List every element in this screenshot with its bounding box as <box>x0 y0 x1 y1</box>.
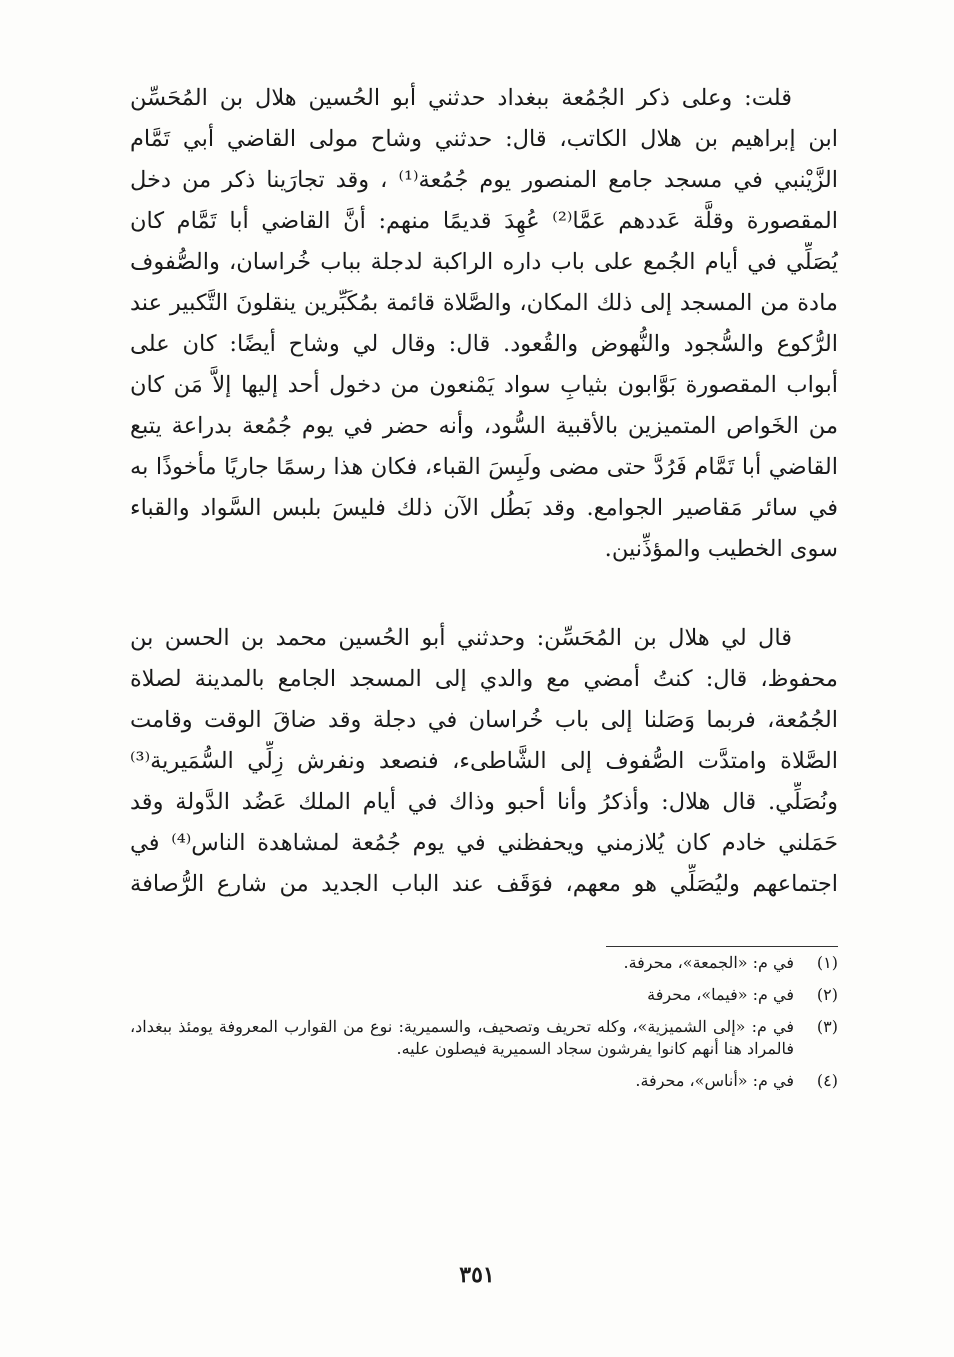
text-line: من الخَواص المتميزين بالأقبية السُّود، وأنه حضر في يوم جُمُعة بدراعة يتبع <box>130 413 838 439</box>
text-line: اجتماعهم وليُصَلِّي هو معهم، فوَقَف عند الباب الجديد من شارع الرُّصافة <box>130 871 838 897</box>
text-line: ابن إبراهيم بن هلال الكاتب، قال: حدثني وشاح مولى القاضي أبي تَمَّام <box>130 126 838 152</box>
footnote-text: في م: «فيما»، محرفة <box>647 985 794 1004</box>
footnote-text: في م: «إلى الشميزية»، وكله تحريف وتصحيف، والسميرية: نوع من القوارب المعروفة يومئذ ببغداد، فالمراد هنا أنهم كانوا يفرشون سجاد السميرية فيصلون عليه. <box>130 1017 794 1058</box>
text-line: حَمَلني خادم كان يُلازمني ويحفظني في يوم جُمُعة لمشاهدة الناس⁽⁴⁾ في <box>130 830 838 856</box>
footnote-number: (٣) <box>816 1017 838 1036</box>
text-line: في سائر مَقاصير الجوامع. وقد بَطُل الآن ذلك فليسَ بلبس السَّواد والقباء <box>130 495 838 521</box>
paragraph-2 <box>130 618 838 905</box>
text-line: الرُّكوع والسُّجود والنُّهوض والقُعود. قال: وقال لي وشاح أيضًا: كان على <box>130 331 838 357</box>
text-line: ونُصَلِّي. قال هلال: وأذكرُ وأنا أحبو وذاك في أيام الملك عَضُد الدَّولة وقد <box>130 789 838 815</box>
footnote-number: (١) <box>816 953 838 972</box>
text-line: المقصورة وقلَّة عَددهم عَمَّا⁽²⁾ عُهِدَ قديمًا منهم: أنَّ القاضي أبا تَمَّام كان <box>130 208 838 234</box>
footnotes <box>130 952 838 1102</box>
text-line: يُصَلِّي في أيام الجُمع على باب داره الراكبة لدجلة بباب خُراسان، والصُّفوف <box>130 249 838 275</box>
page-number: ٣٥١ <box>459 1262 495 1288</box>
text-line: قال لي هلال بن المُحَسِّن: وحدثني أبو الحُسين محمد بن الحسن بن <box>130 625 792 651</box>
text-line: مادة من المسجد إلى ذلك المكان، والصَّلاة قائمة بمُكَبِّرين ينقلونَ التَّكبير عند <box>130 290 838 316</box>
paragraph-1 <box>130 78 838 570</box>
text-line: القاضي أبا تَمَّام فَرُدَّ حتى مضى ولَبِسَ القباء، فكان هذا رسمًا جاريًا مأخوذًا به <box>130 454 838 480</box>
text-line: قلت: وعلى ذكر الجُمُعة ببغداد حدثني أبو الحُسين هلال بن المُحَسِّن <box>130 85 792 111</box>
text-line: محفوظ، قال: كنتُ أمضي مع والدي إلى المسجد الجامع بالمدينة لصلاة <box>130 666 838 692</box>
footnote-text: في م: «أناس»، محرفة. <box>635 1071 794 1090</box>
text-line: الصَّلاة وامتدَّت الصُّفوف إلى الشَّاطىء، فنصعد ونفرش زِلِّي السُّمَيرية⁽³⁾ <box>130 748 838 774</box>
footnote-divider <box>606 946 838 947</box>
footnote <box>130 952 838 974</box>
text-line: أبواب المقصورة بَوَّابون بثيابِ سواد يَمْنعون من دخول أحد إليها إلاَّ مَن كان <box>130 372 838 398</box>
footnote-text: في م: «الجمعة»، محرفة. <box>623 953 794 972</box>
footnote <box>130 1016 838 1060</box>
footnote <box>130 1070 838 1092</box>
text-line: الزَّيْنبي في مسجد جامع المنصور يوم جُمُعة⁽¹⁾ ، وقد تجارَينا ذكر من دخل <box>130 167 838 193</box>
text-line: سوى الخطيب والمؤذِّنين. <box>604 536 838 562</box>
text-line: الجُمُعة، فربما وَصَلنا إلى باب خُراسان في دجلة وقد ضاقَ الوقت وقامت <box>130 707 838 733</box>
footnote-number: (٤) <box>816 1071 838 1090</box>
footnote-number: (٢) <box>816 985 838 1004</box>
footnote <box>130 984 838 1006</box>
